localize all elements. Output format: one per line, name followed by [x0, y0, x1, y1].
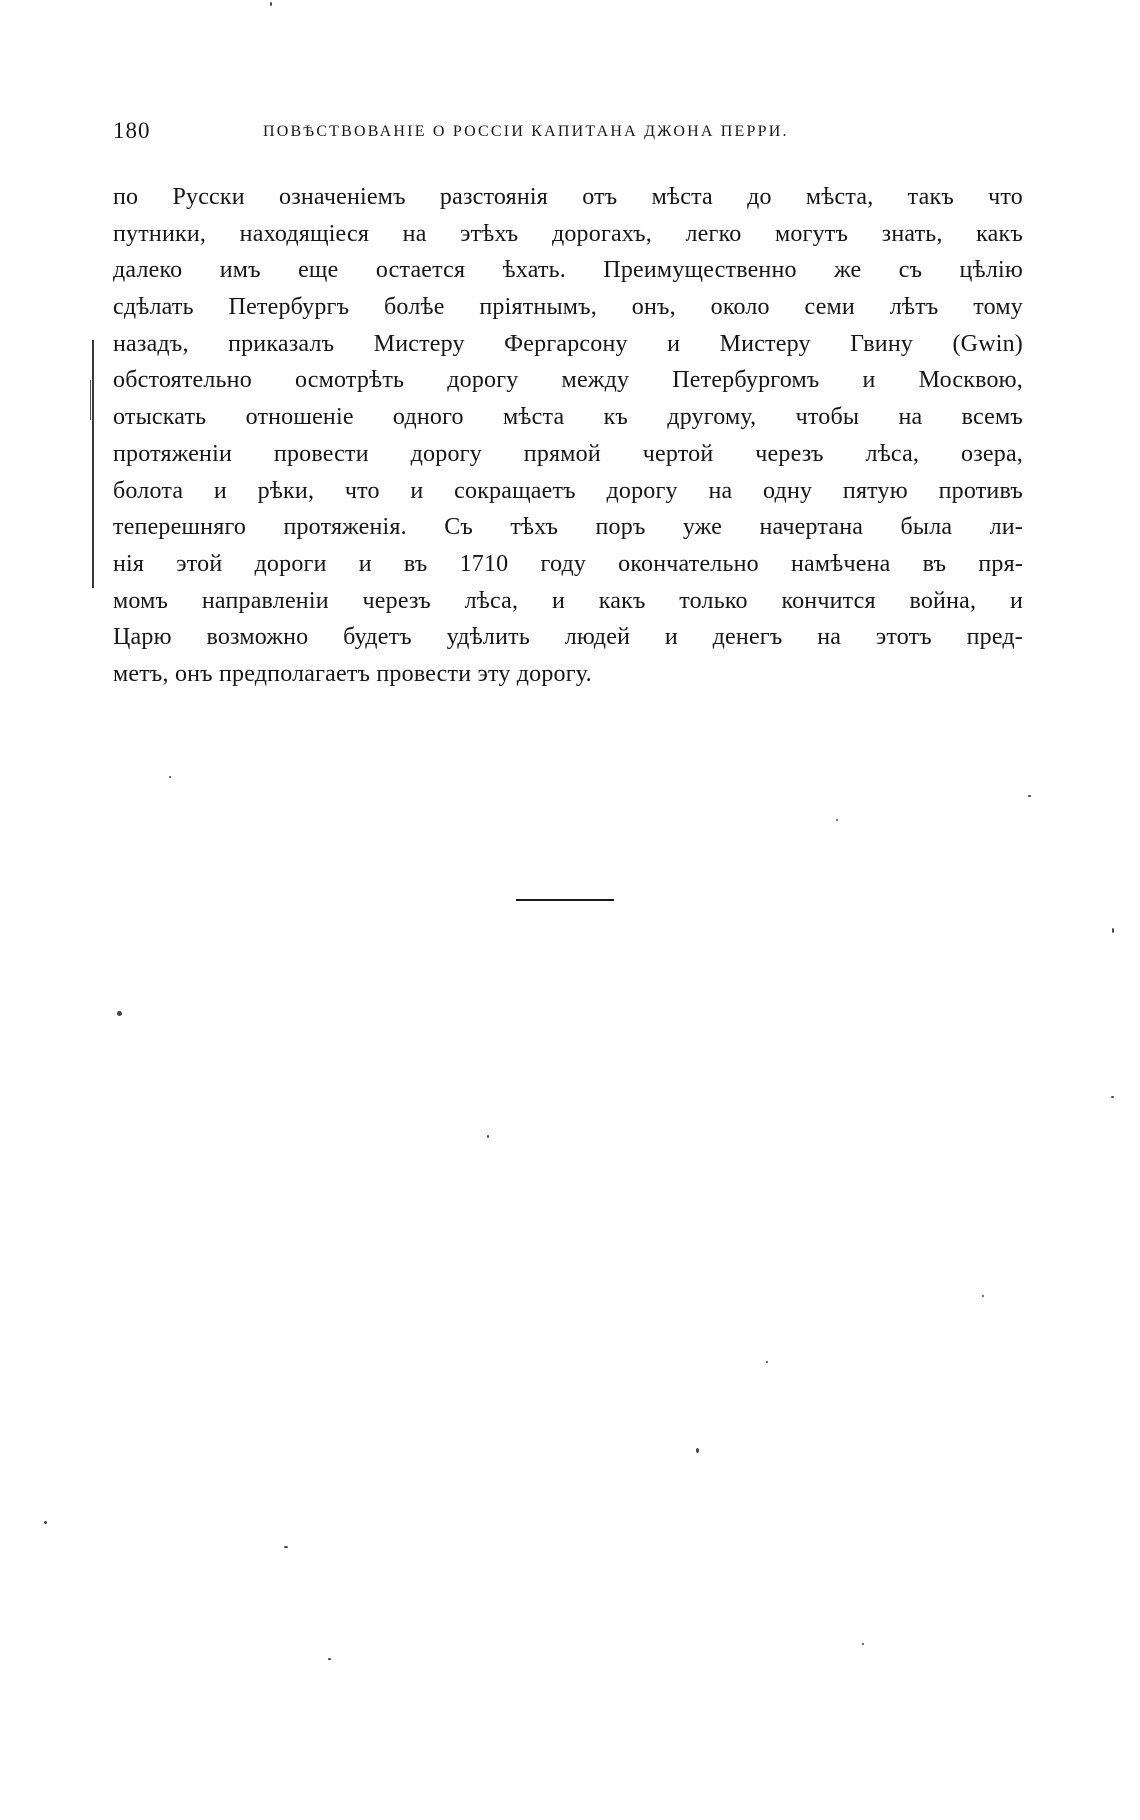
text-line: сдѣлать Петербургъ болѣе пріятнымъ, онъ, около семи лѣтъ тому [113, 294, 1023, 321]
margin-pencil-mark-secondary [90, 380, 91, 420]
page-number: 180 [113, 118, 151, 143]
text-line: путники, находящіеся на этѣхъ дорогахъ, легко могутъ знать, какъ [113, 220, 1023, 247]
section-end-rule [516, 899, 614, 901]
scan-speck [1112, 928, 1114, 933]
text-line: Царю возможно будетъ удѣлить людей и денегъ на этотъ пред- [113, 624, 1023, 651]
text-line: нія этой дороги и въ 1710 году окончательно намѣчена въ пря- [113, 550, 1023, 577]
text-line: далеко имъ еще остается ѣхать. Преимущественно же съ цѣлію [113, 257, 1023, 284]
scan-speck [766, 1361, 768, 1363]
scan-speck [862, 1643, 864, 1645]
text-line: обстоятельно осмотрѣть дорогу между Петербургомъ и Москвою, [113, 367, 1023, 394]
scan-speck [1028, 795, 1031, 797]
running-title: ПОВѢСТВОВАНІЕ О РОССІИ КАПИТАНА ДЖОНА ПЕРРИ. [263, 123, 789, 140]
text-line: болота и рѣки, что и сокращаетъ дорогу на одну пятую противъ [113, 477, 1023, 504]
scan-speck [487, 1135, 489, 1138]
text-line: момъ направленіи черезъ лѣса, и какъ только кончится война, и [113, 587, 1023, 614]
running-head [113, 118, 890, 152]
text-line: назадъ, приказалъ Мистеру Фергарсону и Мистеру Гвину (Gwin) [113, 330, 1023, 357]
scan-speck [284, 1546, 288, 1548]
scan-speck [169, 776, 171, 778]
text-line-last: метъ, онъ предполагаетъ провести эту дорогу. [113, 660, 592, 687]
text-line: отыскать отношеніе одного мѣста къ другому, чтобы на всемъ [113, 404, 1023, 431]
scan-speck [982, 1295, 984, 1297]
text-line: по Русски означеніемъ разстоянія отъ мѣста до мѣста, такъ что [113, 184, 1023, 210]
scan-speck [270, 2, 272, 6]
scan-speck [696, 1448, 699, 1453]
scan-speck [44, 1521, 47, 1524]
text-line: протяженіи провести дорогу прямой чертой черезъ лѣса, озера, [113, 440, 1023, 467]
scan-speck [1111, 1096, 1114, 1098]
scan-speck [117, 1011, 122, 1016]
scan-speck [836, 819, 838, 821]
scan-speck [328, 1658, 331, 1660]
text-line: теперешняго протяженія. Съ тѣхъ поръ уже начертана была ли- [113, 514, 1023, 541]
margin-pencil-mark [92, 340, 94, 588]
body-paragraph [113, 179, 1023, 693]
